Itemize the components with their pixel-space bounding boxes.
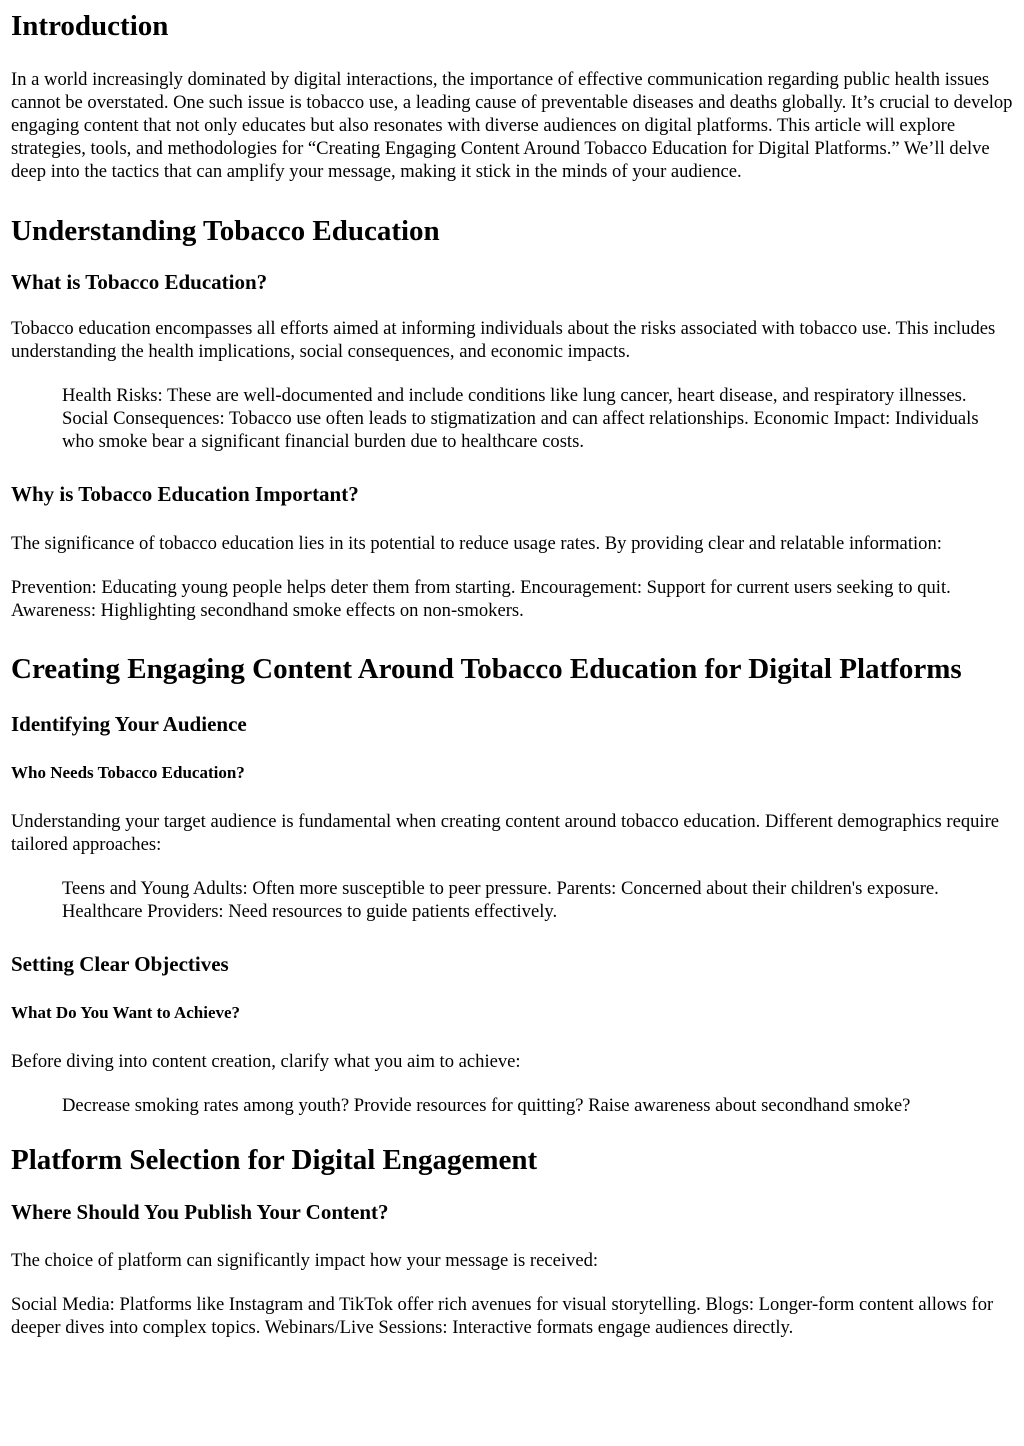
platform-heading: Platform Selection for Digital Engagement [11,1144,538,1176]
what-is-paragraph: Tobacco education encompasses all efforts aimed at informing individuals about the risks associated with tobacco use. This includes understanding the health implications, social consequences, and economic impacts. [11,318,996,362]
objectives-quote: Decrease smoking rates among youth? Provide resources for quitting? Raise awareness about secondhand smoke? [62,1095,911,1116]
where-heading: Where Should You Publish Your Content? [11,1200,389,1224]
understanding-heading: Understanding Tobacco Education [11,215,440,247]
creating-heading: Creating Engaging Content Around Tobacco Education for Digital Platforms [11,653,962,685]
why-important-paragraph-2: Prevention: Educating young people helps deter them from starting. Encouragement: Support for current users seeking to quit. Awareness: Highlighting secondhand smoke effects on non-smokers. [11,577,951,621]
audience-heading: Identifying Your Audience [11,712,247,736]
introduction-heading: Introduction [11,10,169,42]
objectives-paragraph: Before diving into content creation, clarify what you aim to achieve: [11,1051,521,1072]
what-is-heading: What is Tobacco Education? [11,270,268,294]
why-important-heading: Why is Tobacco Education Important? [11,482,359,506]
audience-quote: Teens and Young Adults: Often more susceptible to peer pressure. Parents: Concerned about their children's exposure. Healthcare Providers: Need resources to guide patients effectively. [62,878,939,922]
audience-paragraph: Understanding your target audience is fundamental when creating content around tobacco education. Different demographics require tailored approaches: [11,811,1000,855]
where-paragraph-2: Social Media: Platforms like Instagram and TikTok offer rich avenues for visual storytelling. Blogs: Longer-form content allows for deeper dives into complex topics. Webinars/Live Sessions: Interactive formats engage audiences directly. [11,1294,994,1338]
audience-subheading: Who Needs Tobacco Education? [11,763,245,782]
objectives-heading: Setting Clear Objectives [11,952,229,976]
objectives-subheading: What Do You Want to Achieve? [11,1003,241,1022]
where-paragraph: The choice of platform can significantly impact how your message is received: [11,1250,599,1271]
what-is-quote: Health Risks: These are well-documented and include conditions like lung cancer, heart disease, and respiratory illnesses. Social Consequences: Tobacco use often leads to stigmatization and can affect relationships. Economic Impact: Individuals who smoke bear a significant financial burden due to healthcare costs. [62,385,979,452]
why-important-paragraph: The significance of tobacco education lies in its potential to reduce usage rates. By providing clear and relatable information: [11,533,942,554]
introduction-paragraph: In a world increasingly dominated by digital interactions, the importance of effective communication regarding public health issues cannot be overstated. One such issue is tobacco use, a leading cause of preventable diseases and deaths globally. It’s crucial to develop engaging content that not only educates but also resonates with diverse audiences on digital platforms. This article will explore strategies, tools, and methodologies for “Creating Engaging Content Around Tobacco Education for Digital Platforms.” We’ll delve deep into the tactics that can amplify your message, making it stick in the minds of your audience. [11,69,1013,182]
